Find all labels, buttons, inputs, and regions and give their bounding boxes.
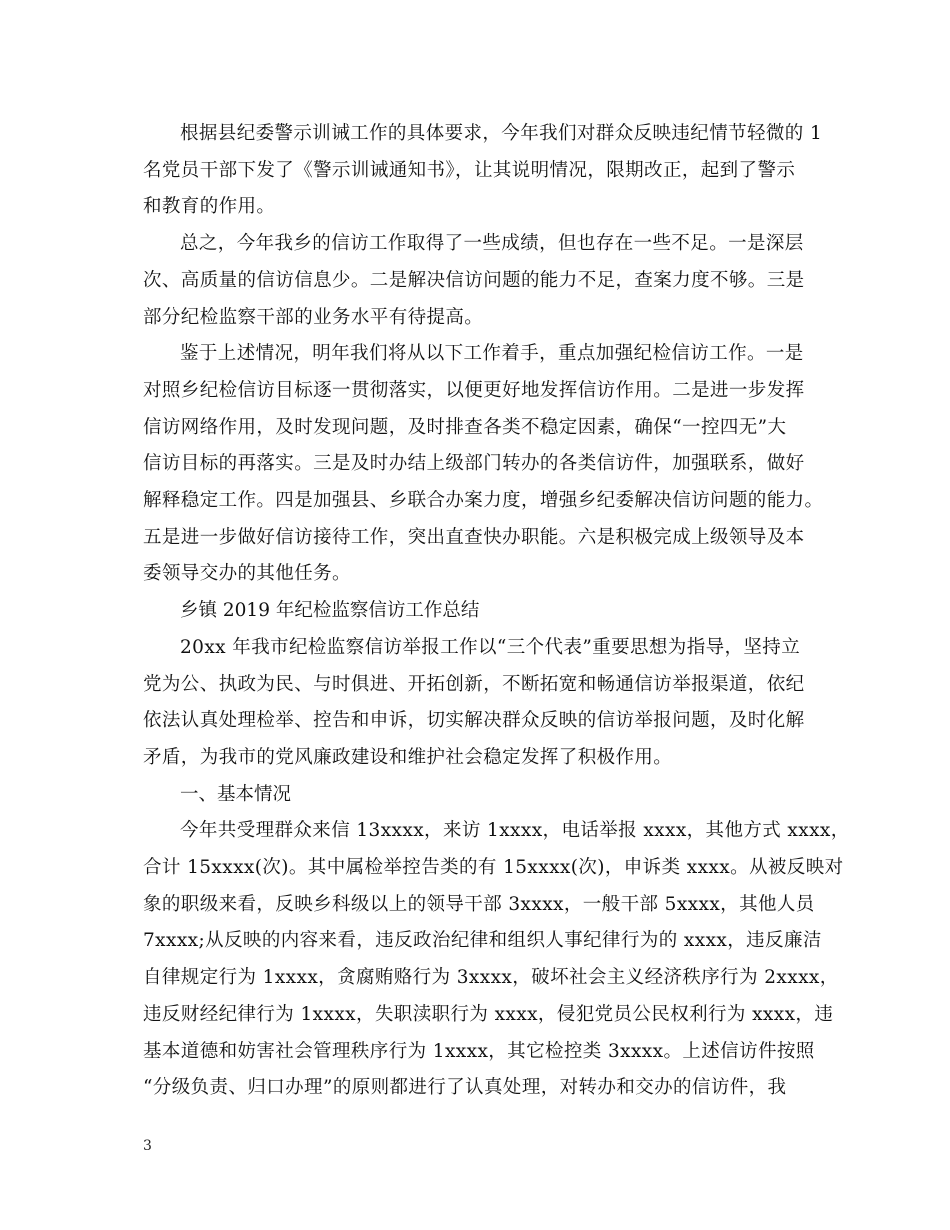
text-line: 总之，今年我乡的信访工作取得了一些成绩，但也存在一些不足。一是深层 [180,233,804,255]
text-line: 自律规定行为 1xxxx，贪腐贿赂行为 3xxxx，破坏社会主义经济秩序行为 2xxxx， [143,967,839,989]
text-line: 基本道德和妨害社会管理秩序行为 1xxxx，其它检控类 3xxxx。上述信访件按照 [143,1040,815,1062]
text-line: 7xxxx;从反映的内容来看，违反政治纪律和组织人事纪律行为的 xxxx，违反廉洁 [143,930,822,952]
paragraph-warning-admonition [143,116,823,226]
section-title-text: 乡镇 2019 年纪检监察信访工作总结 [180,600,480,622]
paragraph-intro [143,630,803,777]
text-line: 次、高质量的信访信息少。二是解决信访问题的能力不足，查案力度不够。三是 [143,269,805,291]
text-line: 信访目标的再落实。三是及时办结上级部门转办的各类信访件，加强联系，做好 [143,453,805,475]
page-number: 3 [143,1138,152,1154]
text-line: 五是进一步做好信访接待工作，突出直查快办职能。六是积极完成上级领导及本 [143,526,805,548]
text-line: 根据县纪委警示训诫工作的具体要求，今年我们对群众反映违纪情节轻微的 1 [180,123,823,144]
text-line: 和教育的作用。 [143,196,276,218]
text-line: 象的职级来看，反映乡科级以上的领导干部 3xxxx，一般干部 5xxxx，其他人员 [143,893,815,915]
text-line: 依法认真处理检举、控告和申诉，切实解决群众反映的信访举报问题，及时化解 [143,710,805,732]
subsection-heading-text: 一、基本情况 [180,783,292,805]
text-line: 鉴于上述情况，明年我们将从以下工作着手，重点加强纪检信访工作。一是 [180,343,804,365]
text-line: 对照乡纪检信访目标逐一贯彻落实，以便更好地发挥信访作用。二是进一步发挥 [143,379,805,401]
text-line: “分级负责、归口办理”的原则都进行了认真处理，对转办和交办的信访件，我 [143,1077,787,1099]
text-line: 违反财经纪律行为 1xxxx，失职渎职行为 xxxx，侵犯党员公民权利行为 xxxx，违 [143,1003,834,1025]
text-line: 信访网络作用，及时发现问题，及时排查各类不稳定因素，确保“一控四无”大 [143,416,787,438]
paragraph-next-year-plan [143,336,824,593]
text-line: 委领导交办的其他任务。 [143,563,351,585]
paragraph-basic-situation [143,813,850,1107]
text-line: 名党员干部下发了《警示训诫通知书》，让其说明情况，限期改正，起到了警示 [143,159,796,181]
text-line: 部分纪检监察干部的业务水平有待提高。 [143,306,484,328]
text-line: 党为公、执政为民、与时俱进、开拓创新，不断拓宽和畅通信访举报渠道，依纪 [143,673,805,695]
section-title [143,593,803,630]
text-line: 矛盾，为我市的党风廉政建设和维护社会稳定发挥了积极作用。 [143,746,673,768]
subsection-heading [143,777,803,814]
text-line: 合计 15xxxx(次)。其中属检举控告类的有 15xxxx(次)，申诉类 xxxx。从被反映对 [143,857,844,879]
text-line: 今年共受理群众来信 13xxxx，来访 1xxxx，电话举报 xxxx，其他方式 xxxx， [180,820,850,842]
paragraph-summary-shortcomings [143,226,803,336]
document-body [143,116,850,1107]
text-line: 解释稳定工作。四是加强县、乡联合办案力度，增强乡纪委解决信访问题的能力。 [143,490,824,512]
text-line: 20xx 年我市纪检监察信访举报工作以“三个代表”重要思想为指导，坚持立 [180,636,801,658]
